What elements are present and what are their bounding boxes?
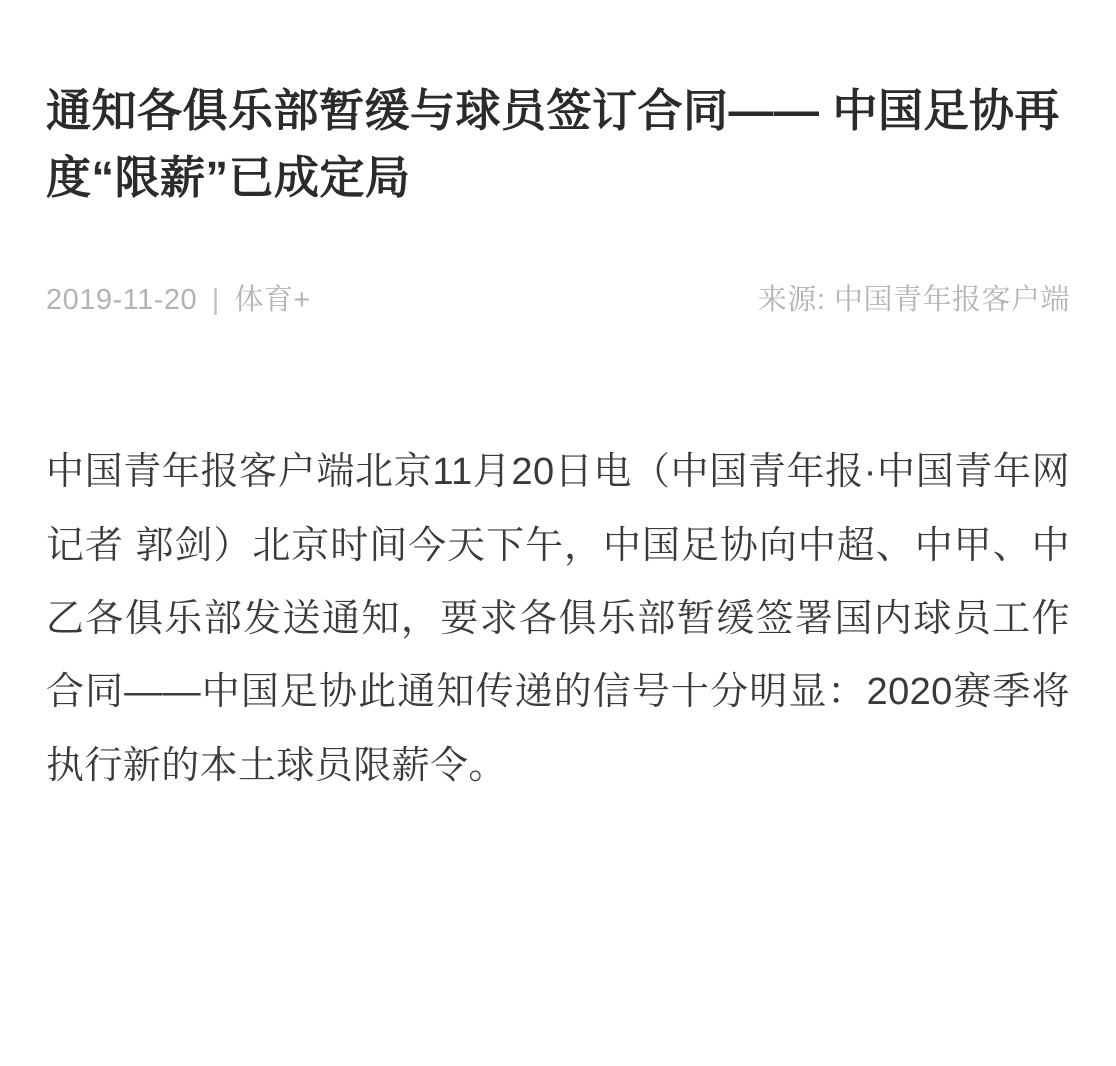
category-label: 体育+ xyxy=(234,284,311,317)
meta-left-group xyxy=(46,277,311,318)
article-source: 来源: 中国青年报客户端 xyxy=(757,284,1070,317)
article-body xyxy=(46,436,1070,803)
body-paragraph: 中国青年报客户端北京11月20日电（中国青年报·中国青年网记者 郭剑）北京时间今天下午，中国足协向中超、中甲、中乙各俱乐部发送通知，要求各俱乐部暂缓签署国内球员工作合同——中国足协此通知传递的信号十分明显：2020赛季将执行新的本土球员限薪令。 xyxy=(46,451,1070,787)
meta-separator: | xyxy=(211,284,220,317)
publish-date: 2019-11-20 xyxy=(46,284,198,317)
page-title: 通知各俱乐部暂缓与球员签订合同—— 中国足协再度“限薪”已成定局 xyxy=(46,85,1061,203)
article-meta xyxy=(46,277,1070,318)
